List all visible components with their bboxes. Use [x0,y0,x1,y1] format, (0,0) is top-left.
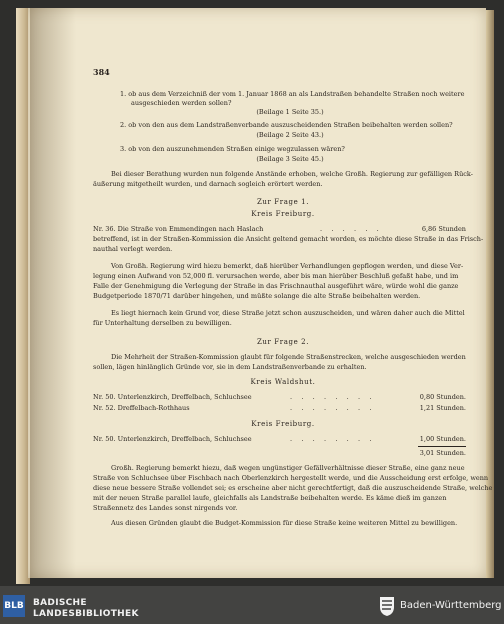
paragraph-line: Es liegt hiernach kein Grund vor, diese Straße jetzt schon auszuscheiden, und wären daher auch die Mittel [111,309,465,317]
library-logo[interactable]: BLB [3,595,25,617]
road-length-total: 3,01 Stunden. [419,449,466,457]
paragraph-line: Die Mehrheit der Straßen-Kommission glaubt für folgende Straßenstrecken, welche ausgeschieden werden [111,353,466,361]
page-edge [486,10,494,578]
road-length: 1,00 Stunden. [419,435,466,443]
paragraph-line: diese neue bessere Straße vollendet sei; es erscheine aber nicht gerechtfertigt, daß die auszuscheidende Straße, welche [93,484,493,492]
library-name-line2: LANDESBIBLIOTHEK [33,609,139,619]
section-heading: Zur Frage 1. [256,198,310,206]
paragraph-line: Von Großh. Regierung wird hiezu bemerkt, daß hierüber Verhandlungen gepflogen werden, und diese Ver- [111,262,464,270]
leader-dots: . . . . . . [320,225,383,233]
paragraph-line: betreffend, ist in der Straßen-Kommission die Ansicht geltend gemacht worden, es möchte diese Straße in das Frisch- [93,235,484,243]
leader-dots: . . . . . . . . [290,404,375,412]
paragraph-line: sollen, lägen hinlänglich Gründe vor, sie in dem Landstraßenverbande zu erhalten. [93,363,367,371]
road-length: 0,80 Stunden. [419,393,466,401]
paragraph-line: nauthal verlegt werden. [93,245,173,253]
district-heading: Kreis Freiburg. [251,210,315,218]
paragraph-line: Bei dieser Berathung wurden nun folgende Anstände erhoben, welche Großh. Regierung zur gefälligen Rück- [111,170,473,178]
district-heading: Kreis Waldshut. [250,378,316,386]
paragraph-line: Großh. Regierung bemerkt hiezu, daß wegen ungünstiger Gefällverhältnisse dieser Straße, eine ganz neue [111,464,465,472]
road-length: 1,21 Stunden. [419,404,466,412]
paragraph-line: Aus diesen Gründen glaubt die Budget-Kommission für diese Straße keine weiteren Mittel zu bewilligen. [111,519,458,527]
state-name[interactable]: Baden-Württemberg [400,600,502,611]
paragraph-line: äußerung mitgetheilt wurden, und darnach sogleich erörtert werden. [93,180,323,188]
state-crest-icon [378,595,396,617]
paragraph-line: legung einen Aufwand von 52,000 fl. verursachen werde, aber bis man hierüber Beschluß gefaßt habe, und im [93,272,459,280]
leader-dots: . . . . . . . . [290,393,375,401]
district-heading: Kreis Freiburg. [251,420,315,428]
road-length: 6,86 Stunden [421,225,466,233]
page-number: 384 [93,67,110,77]
sum-rule [418,446,466,447]
section-heading: Zur Frage 2. [256,338,310,346]
paragraph-line: für Unterhaltung derselben zu bewilligen. [93,319,232,327]
paragraph-line: Falle der Genehmigung die Verlegung der Straße in das Frischnauthal ausgeführt wäre, würde wohl die ganze [93,282,459,290]
leader-dots: . . . . . . . . [290,435,375,443]
question-1: 1. ob aus dem Verzeichniß der vom 1. Januar 1868 an als Landstraßen behandelte Straßen noch weitere [120,90,465,98]
question-1-cont: ausgeschieden werden sollen? [131,99,232,107]
paragraph-line: Budgetperiode 1870/71 darüber hingehen, und müßte solange die alte Straße beibehalten werden. [93,292,421,300]
road-entry: Nr. 36. Die Straße von Emmendingen nach Haslach [93,225,264,233]
library-name-line1: BADISCHE [33,598,87,608]
road-entry: Nr. 50. Unterlenzkirch, Dreffelbach, Schluchsee [93,435,252,443]
paragraph-line: Straße von Schluchsee über Fischbach nach Oberlenzkirch hergestellt werde, und die Ausscheidung erst erfolge, wenn [93,474,489,482]
question-3: 3. ob von den auszunehmenden Straßen einige wegzulassen wären? [120,145,345,153]
road-entry: Nr. 50. Unterlenzkirch, Dreffelbach, Schluchsee [93,393,252,401]
beilage-2: (Beilage 2 Seite 43.) [256,131,324,139]
paragraph-line: Straßennetz des Landes sonst nirgends vor. [93,504,238,512]
beilage-3: (Beilage 3 Seite 45.) [256,155,324,163]
road-entry: Nr. 52. Dreffelbach-Rothhaus [93,404,190,412]
question-2: 2. ob von den aus dem Landstraßenverbande auszuscheidenden Straßen beibehalten werden sollen? [120,121,453,129]
paragraph-line: mit der neuen Straße parallel laufe, gleichfalls als Landstraße beibehalten werde. Es käme dieß im ganzen [93,494,447,502]
beilage-1: (Beilage 1 Seite 35.) [256,108,324,116]
